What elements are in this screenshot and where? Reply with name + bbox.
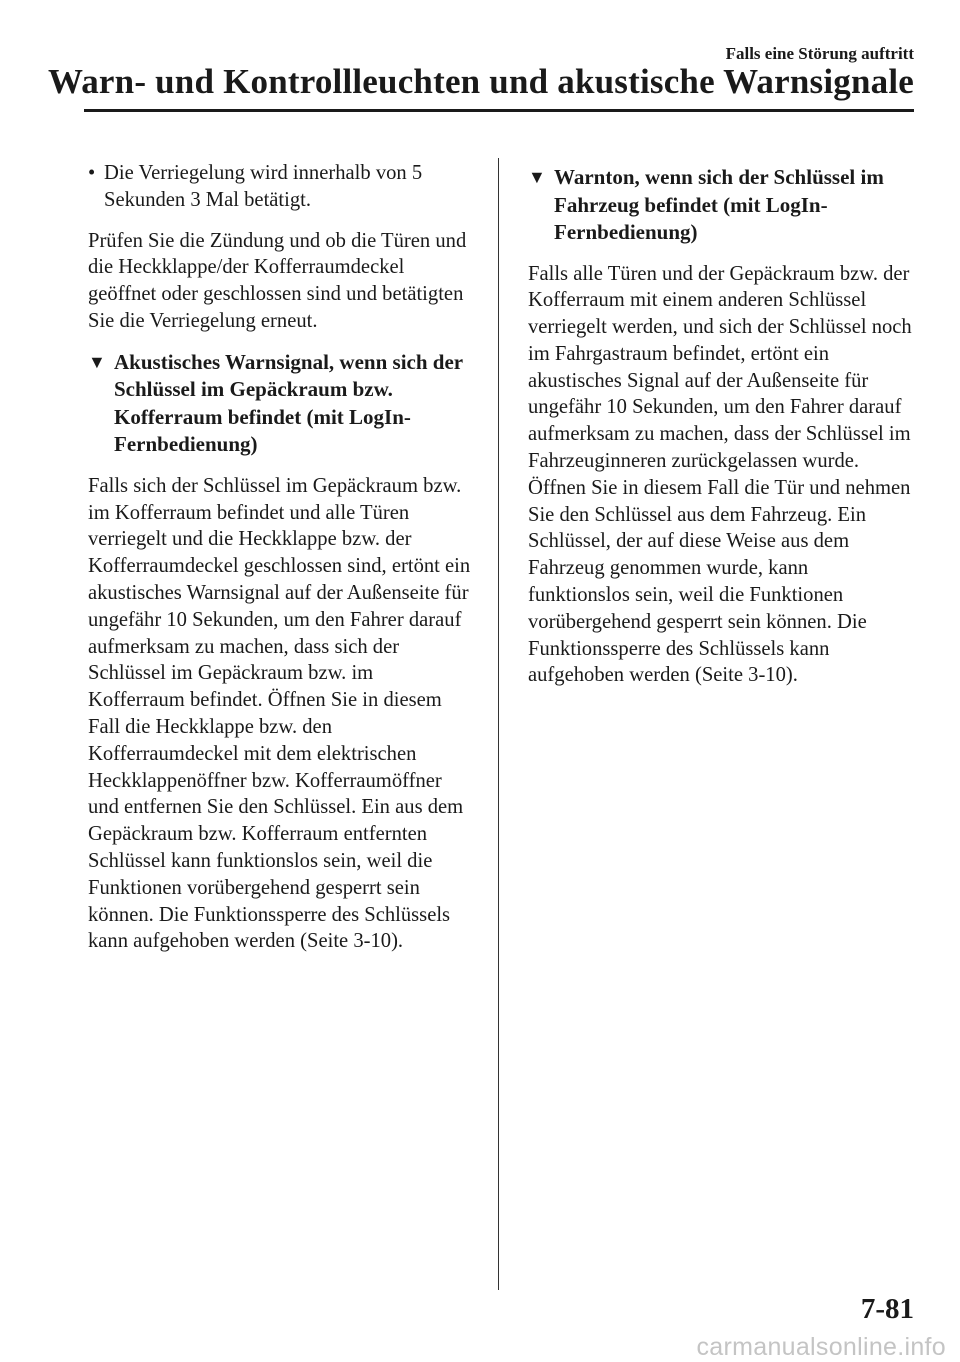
bullet-item xyxy=(88,160,472,214)
bullet-icon: • xyxy=(88,162,96,184)
section-heading xyxy=(528,164,912,247)
left-column xyxy=(88,160,472,969)
column-divider xyxy=(498,158,499,1290)
section-heading-text: Akustisches Warnsignal, wenn sich der Schlüssel im Gepäckraum bzw. Kofferraum befindet (mit LogIn-Fernbedienung) xyxy=(114,349,463,457)
section-heading-text: Warnton, wenn sich der Schlüssel im Fahrzeug befindet (mit LogIn-Fernbedienung) xyxy=(554,165,884,244)
triangle-down-icon: ▼ xyxy=(528,167,546,187)
watermark: carmanualsonline.info xyxy=(696,1333,946,1361)
paragraph: Falls alle Türen und der Gepäckraum bzw. der Kofferraum mit einem anderen Schlüssel verriegelt werden, und sich der Schlüssel noch im Fahrgastraum befindet, ertönt ein akustisches Signal auf der Außenseite für ungefähr 10 Sekunden, um den Fahrer darauf aufmerksam zu machen, dass der Schlüssel im Fahrzeuginneren zurückgelassen wurde. Öffnen Sie in diesem Fall die Tür und nehmen Sie den Schlüssel aus dem Fahrzeug. Ein Schlüssel, der auf diese Weise aus dem Fahrzeug genommen wurde, kann funktionslos sein, weil die Funktionen vorübergehend gesperrt sein können. Die Funktionssperre des Schlüssels kann aufgehoben werden (Seite 3-10). xyxy=(528,262,912,687)
right-column xyxy=(528,160,912,703)
section-label: Falls eine Störung auftritt xyxy=(725,44,914,63)
header-rule xyxy=(84,109,914,112)
paragraph: Falls sich der Schlüssel im Gepäckraum bzw. im Kofferraum befindet und alle Türen verriegelt und die Heckklappe bzw. der Kofferraumdeckel geschlossen sind, ertönt ein akustisches Warnsignal auf der Außenseite für ungefähr 10 Sekunden, um den Fahrer darauf aufmerksam zu machen, dass sich der Schlüssel im Gepäckraum bzw. im Kofferraum befindet. Öffnen Sie in diesem Fall die Heckklappe bzw. den Kofferraumdeckel mit dem elektrischen Heckklappenöffner bzw. Kofferraumöffner und entfernen Sie den Schlüssel. Ein aus dem Gepäckraum bzw. Kofferraum entfernten Schlüssel kann funktionslos sein, weil die Funktionen vorübergehend gesperrt sein können. Die Funktionssperre des Schlüssels kann aufgehoben werden (Seite 3-10). xyxy=(88,474,471,953)
page-number: 7-81 xyxy=(860,1293,914,1325)
triangle-down-icon: ▼ xyxy=(88,351,106,372)
paragraph: Prüfen Sie die Zündung und ob die Türen und die Heckklappe/der Kofferraumdeckel geöffnet oder geschlossen sind und betätigten Sie die Verriegelung erneut. xyxy=(88,229,467,332)
section-heading xyxy=(88,349,472,459)
bullet-text: Die Verriegelung wird innerhalb von 5 Sekunden 3 Mal betätigt. xyxy=(104,162,423,211)
page-title: Warn- und Kontrollleuchten und akustische Warnsignale xyxy=(47,62,914,101)
